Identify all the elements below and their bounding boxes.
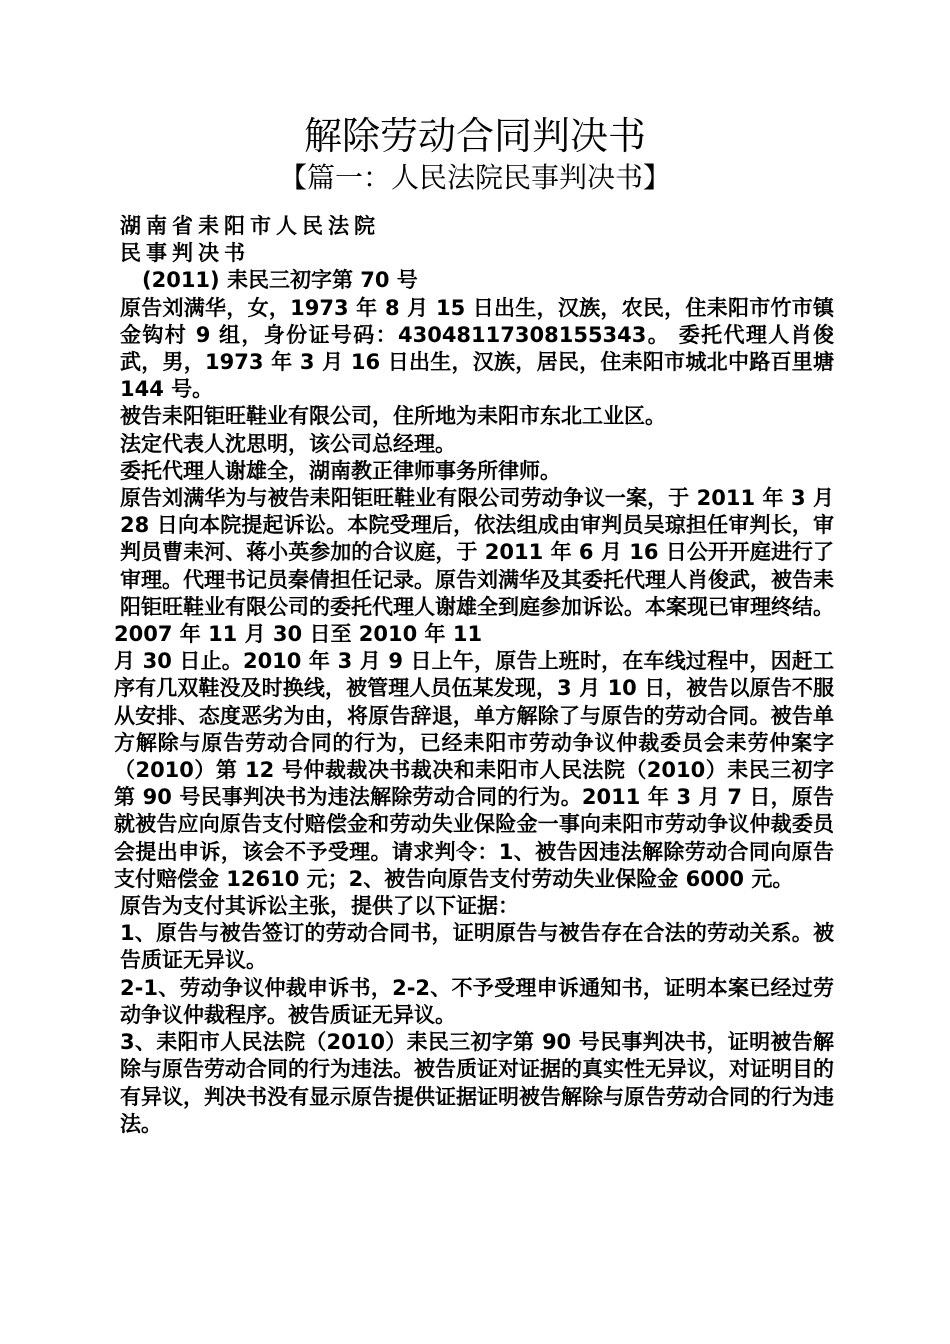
paragraph-evidence-2: 2-1、劳动争议仲裁申诉书，2-2、不予受理申诉通知书，证明本案已经过劳动争议仲裁程序。被告质证无异议。	[120, 975, 834, 1027]
paragraph-legal-rep: 法定代表人沈思明，该公司总经理。	[120, 431, 456, 456]
paragraph-evidence-intro: 原告为支付其诉讼主张，提供了以下证据：	[120, 894, 519, 919]
case-number: (2011) 耒民三初字第 70 号	[142, 268, 418, 293]
document-body	[114, 213, 834, 1138]
court-name: 湖南省耒阳市人民法院	[120, 214, 380, 238]
paragraph-parties: 原告刘满华，女，1973 年 8 月 15 日出生，汉族，农民，住耒阳市竹市镇金钩村 9 组，身份证号码：43048117308155343。 委托代理人肖俊武，男，1973 年 3 月 16 日出生，汉族，居民，住耒阳市城北中路百里塘 144 号。	[120, 295, 834, 402]
paragraph-claims: 月 30 日止。2010 年 3 月 9 日上午，原告上班时，在车线过程中，因赶工序有几双鞋没及时换线，被管理人员伍某发现，3 月 10 日，被告以原告不服从安排、态度恶劣为由，将原告辞退，单方解除了与原告的劳动合同。被告单方解除与原告劳动合同的行为，已经耒阳市劳动争议仲裁委员会耒劳仲案字（2010）第 12 号仲裁裁决书裁决和耒阳市人民法院（2010）耒民三初字第 90 号民事判决书为违法解除劳动合同的行为。2011 年 3 月 7 日，原告就被告应向原告支付赔偿金和劳动失业保险金一事向耒阳市劳动争议仲裁委员会提出申诉，该会不予受理。请求判令：1、被告因违法解除劳动合同向原告支付赔偿金 12610 元；2、被告向原告支付劳动失业保险金 6000 元。	[114, 649, 834, 891]
document-type: 民事判决书	[120, 241, 250, 266]
paragraph-defendant: 被告耒阳钜旺鞋业有限公司，住所地为耒阳市东北工业区。	[120, 404, 666, 429]
paragraph-proceedings: 原告刘满华为与被告耒阳钜旺鞋业有限公司劳动争议一案，于 2011 年 3 月 28 日向本院提起诉讼。本院受理后，依法组成由审判员吴琼担任审判长，审判员曹耒河、蒋小英参加的合议庭，于 2011 年 6 月 16 日公开开庭进行了审理。代理书记员秦倩担任记录。原告刘满华及其委托代理人肖俊武，被告耒阳钜旺鞋业有限公司的委托代理人谢雄全到庭参加诉讼。本案现已审理终结。	[120, 486, 834, 619]
paragraph-period: 2007 年 11 月 30 日至 2010 年 11	[114, 622, 483, 647]
paragraph-evidence-1: 1、原告与被告签订的劳动合同书，证明原告与被告存在合法的劳动关系。被告质证无异议。	[120, 921, 834, 973]
paragraph-evidence-3: 3、耒阳市人民法院（2010）耒民三初字第 90 号民事判决书，证明被告解除与原告劳动合同的行为违法。被告质证对证据的真实性无异议，对证明目的有异议，判决书没有显示原告提供证据证明被告解除与原告劳动合同的行为违法。	[120, 1030, 834, 1136]
document-subtitle: 【篇一：人民法院民事判决书】	[278, 161, 671, 194]
paragraph-agent: 委托代理人谢雄全，湖南教正律师事务所律师。	[120, 458, 561, 483]
document-title: 解除劳动合同判决书	[303, 114, 646, 158]
